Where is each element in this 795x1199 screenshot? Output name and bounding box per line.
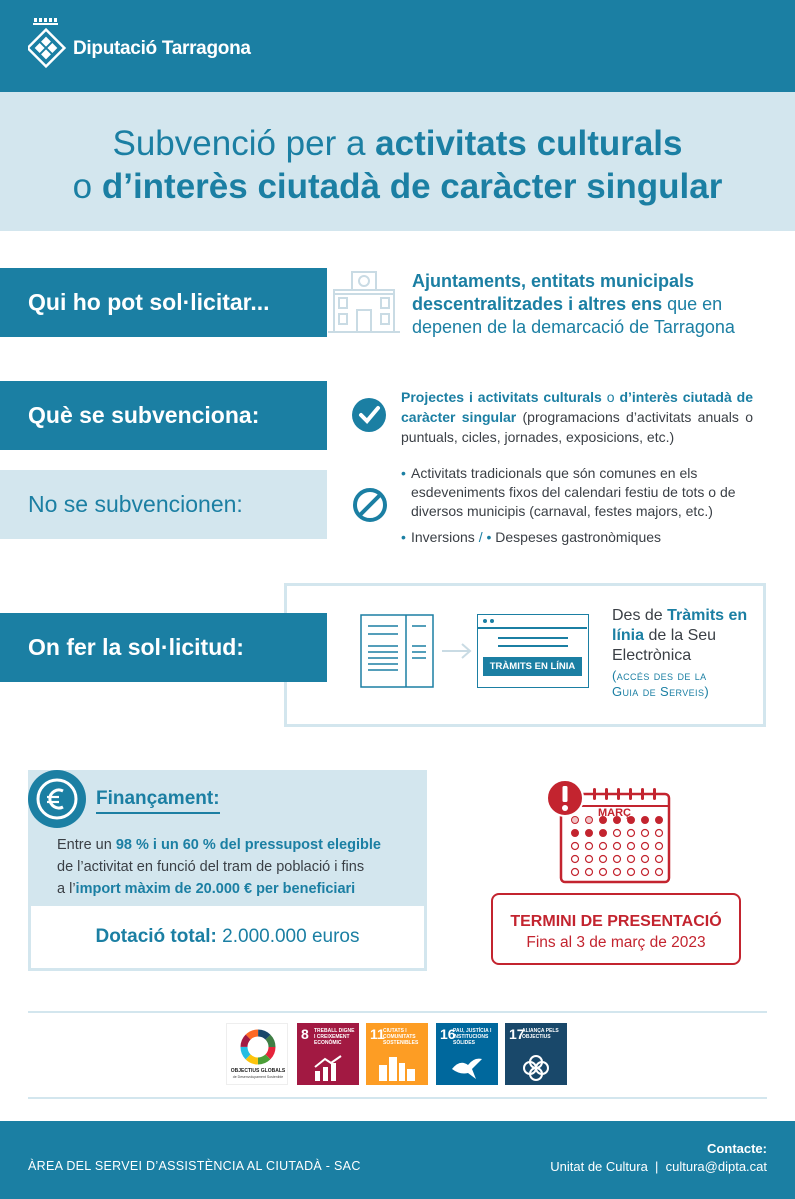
calendar-day-dot (642, 830, 649, 837)
sdg-number: 17 (509, 1026, 525, 1042)
sdg-global-title: OBJECTIUS GLOBALS (230, 1068, 286, 1074)
footer-area: ÀREA DEL SERVEI D’ASSISTÈNCIA AL CIUTADÀ - SAC (28, 1159, 361, 1173)
calendar-day-dot (628, 869, 635, 876)
footer (0, 1121, 795, 1199)
calendar-day-dot (656, 869, 663, 876)
who-text-bold: Ajuntaments, entitats municipals descentralitzades i altres ens (412, 271, 695, 314)
calendar-day-dot (614, 869, 621, 876)
calendar-day-dot (586, 869, 593, 876)
financing-line-2: de l’activitat en funció del tram de població i fins (57, 859, 365, 875)
brand-logo[interactable] (28, 18, 251, 70)
where-note-line-2: Guia de Serveis) (612, 684, 710, 699)
not-item-2-text: Inversions (411, 529, 475, 545)
calendar-day-dot (600, 843, 607, 850)
where-label: On fer la sol·licitud: (0, 613, 327, 682)
check-icon (352, 398, 386, 432)
what-label: Què se subvenciona: (0, 381, 327, 450)
where-pre: Des de (612, 607, 668, 624)
divider-bottom (28, 1097, 767, 1099)
calendar-day-dot (600, 869, 607, 876)
window-dot-icon (490, 619, 494, 623)
calendar-day-dot (656, 830, 663, 837)
dove-icon (450, 1055, 484, 1081)
calendar-day-dot (600, 856, 607, 863)
divider-top (28, 1011, 767, 1013)
window-line (498, 645, 568, 647)
calendar-day-dot (586, 830, 593, 837)
calendar-month: MARÇ (598, 807, 631, 819)
financing-line-3 (57, 878, 417, 900)
window-dot-icon (483, 619, 487, 623)
window-line (498, 637, 568, 639)
sdg-global-goals (226, 1023, 288, 1085)
not-item-1-text: Activitats tradicionals que són comunes en els esdeveniments fixos del calendari festiu de tots o de diversos municipis (carnaval, festes majors, etc.) (411, 465, 736, 519)
calendar-day-dot (572, 869, 579, 876)
where-link[interactable]: Tràmits en línia (612, 607, 748, 644)
contact-line (550, 1159, 767, 1174)
who-label: Qui ho pot sol·licitar... (0, 268, 327, 337)
town-hall-icon (328, 266, 400, 336)
contact-unit: Unitat de Cultura (550, 1159, 648, 1174)
diputacio-emblem-icon (28, 18, 68, 70)
contact-email-link[interactable]: cultura@dipta.cat (665, 1159, 767, 1174)
contact-separator: | (647, 1159, 666, 1174)
arrow-right-icon (440, 641, 474, 661)
window-bar (478, 627, 587, 629)
title-band (0, 92, 795, 231)
who-text (412, 270, 772, 339)
calendar-day-dot (586, 817, 593, 824)
online-procedures-badge[interactable]: TRÀMITS EN LÍNIA (483, 657, 582, 676)
calendar-day-dot (572, 843, 579, 850)
financing-line-1 (57, 834, 417, 856)
total-line (31, 906, 424, 968)
what-mid: o (601, 389, 620, 405)
calendar-day-dot (572, 830, 579, 837)
calendar-day-dot (586, 856, 593, 863)
calendar-day-dot (642, 869, 649, 876)
not-item-1 (401, 464, 761, 521)
not-separator: / (474, 529, 487, 545)
online-window (477, 614, 589, 688)
calendar-day-dot (642, 856, 649, 863)
calendar-day-dot (628, 856, 635, 863)
sdg-17[interactable] (505, 1023, 567, 1085)
city-icon (377, 1055, 417, 1081)
who-text-rest: que en depenen de la demarcació de Tarragona (412, 294, 735, 337)
financing-title: Finançament: (96, 788, 220, 814)
what-rest: (programacions d’activitats anuals o puntuals, cicles, jornades, exposicions, etc.) (401, 409, 753, 445)
bullet-icon: • (401, 465, 406, 481)
growth-chart-icon (313, 1055, 343, 1081)
calendar-day-dot (642, 817, 649, 824)
partnership-flower-icon (521, 1053, 551, 1083)
calendar-day-dot (628, 843, 635, 850)
financing-l3-pre: a l’ (57, 881, 76, 897)
header (0, 0, 795, 92)
not-item-3-text: Despeses gastronòmiques (495, 529, 662, 545)
calendar-icon (543, 776, 683, 886)
financing-total-box (31, 906, 424, 968)
calendar-day-dot (572, 856, 579, 863)
not-list (401, 464, 761, 547)
prohibited-icon (352, 487, 388, 523)
financing-l3-bold: import màxim de 20.000 € per beneficiari (75, 881, 356, 897)
sdg-caption: TREBALL DIGNE I CREIXEMENT ECONÒMIC (314, 1028, 355, 1046)
financing-l1-bold: 98 % i un 60 % del pressupost elegible (115, 837, 381, 853)
financing-l1-pre: Entre un (57, 837, 116, 853)
what-text (401, 387, 753, 447)
financing-text (57, 834, 417, 900)
sdg-8[interactable] (297, 1023, 359, 1085)
calendar-day-dot (614, 856, 621, 863)
deadline-date: Fins al 3 de març de 2023 (526, 934, 706, 951)
deadline-box (491, 893, 741, 965)
calendar-day-dot (614, 830, 621, 837)
where-post: de la Seu Electrònica (612, 627, 717, 664)
total-value: 2.000.000 euros (216, 926, 360, 947)
brand-name: Diputació Tarragona (73, 38, 251, 59)
what-bold-1: Projectes i activitats culturals (401, 389, 602, 405)
bullet-icon: • (401, 529, 406, 545)
what-bold-2: d’interès ciutadà de caràcter singular (401, 389, 754, 425)
calendar-day-dot (586, 843, 593, 850)
page-title-line-1 (0, 92, 795, 165)
sdg-11[interactable] (366, 1023, 428, 1085)
sdg-wheel-icon (240, 1029, 276, 1065)
title-regular-1: Subvenció per a (112, 124, 376, 163)
sdg-caption: ALIANÇA PELS OBJECTIUS (522, 1028, 559, 1040)
not-item-2 (401, 528, 761, 547)
sdg-global-sub: de Desenvolupament Sostenible (232, 1075, 284, 1079)
where-note (612, 668, 752, 700)
sdg-number: 16 (440, 1026, 456, 1042)
calendar-day-dot (656, 817, 663, 824)
calendar-day-dot (614, 843, 621, 850)
contact-label: Contacte: (707, 1141, 767, 1156)
calendar-day-dot (656, 843, 663, 850)
title-bold-1: activitats culturals (375, 124, 683, 163)
title-bold-2: d’interès ciutadà de caràcter singular (101, 167, 723, 206)
calendar-day-dot (572, 817, 579, 824)
page-title-line-2 (0, 165, 795, 208)
not-label: No se subvencionen: (0, 470, 327, 539)
calendar-day-dot (656, 856, 663, 863)
calendar-day-dot (628, 830, 635, 837)
calendar-day-dot (642, 843, 649, 850)
sdg-caption: CIUTATS I COMUNITATS SOSTENIBLES (383, 1028, 419, 1046)
euro-icon (28, 770, 86, 828)
total-label: Dotació total: (95, 926, 217, 947)
sdg-number: 11 (370, 1026, 385, 1042)
deadline-title: TERMINI DE PRESENTACIÓ (510, 913, 722, 930)
where-text (612, 606, 752, 666)
bullet-icon: • (486, 529, 496, 545)
calendar-day-dot (600, 830, 607, 837)
sdg-number: 8 (301, 1026, 309, 1042)
where-note-line-1: (accés des de la (612, 668, 707, 683)
document-icon (360, 614, 434, 688)
title-regular-2: o (72, 167, 102, 206)
sdg-16[interactable] (436, 1023, 498, 1085)
sdg-caption: PAU, JUSTÍCIA I INSTITUCIONS SÒLIDES (453, 1028, 492, 1046)
